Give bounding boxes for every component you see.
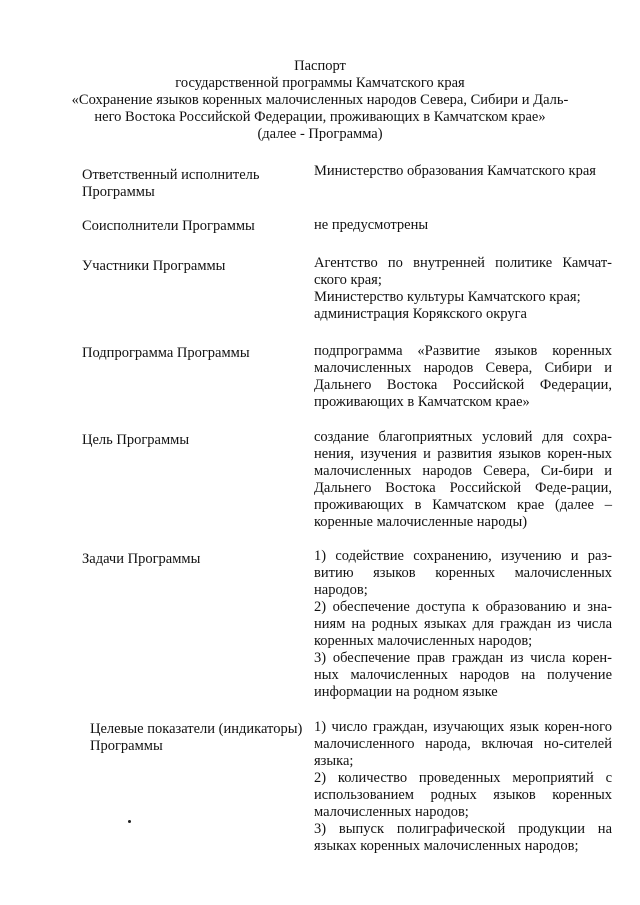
value-text: 3) выпуск полиграфической продукции на языках коренных малочисленных народов; — [314, 821, 612, 854]
value-tasks — [314, 548, 612, 701]
value-text: создание благоприятных условий для сохра-нения, изучения и развития языков корен-ных малочисленных народов Севера, Си-бири и Дальнего Востока Российской Феде-рации, проживающих в Камчатском крае (далее – коренные малочисленные народы) — [314, 429, 612, 530]
value-co-executors — [314, 217, 612, 234]
label-tasks: Задачи Программы — [82, 551, 201, 567]
label-goal: Цель Программы — [82, 432, 190, 448]
header-title: Паспорт — [294, 58, 346, 74]
value-text: Агентство по внутренней политике Камчат-ского края; — [314, 255, 612, 288]
label-responsible-executor: Ответственный исполнитель Программы — [82, 167, 260, 200]
label-subprogram: Подпрограмма Программы — [82, 345, 250, 361]
program-name-line-2: него Востока Российской Федерации, проживающих в Камчатском крае» — [94, 109, 546, 125]
value-text: не предусмотрены — [314, 217, 429, 233]
value-goal — [314, 429, 612, 531]
value-subprogram — [314, 343, 612, 411]
header-subtitle: государственной программы Камчатского края — [175, 75, 465, 91]
value-text: администрация Корякского округа — [314, 306, 527, 322]
value-text: 2) обеспечение доступа к образованию и зна-ниям на родных языках для граждан из числа коренных малочисленных народов; — [314, 599, 612, 649]
value-text: Министерство культуры Камчатского края; — [314, 289, 581, 305]
value-text: подпрограмма «Развитие языков коренных малочисленных народов Севера, Сибири и Дальнего Востока Российской Федерации, проживающих в Камчатском крае» — [314, 343, 612, 410]
program-abbreviation: (далее - Программа) — [257, 126, 383, 142]
value-participants — [314, 255, 612, 323]
value-text: 3) обеспечение прав граждан из числа корен-ных малочисленных народов на получение информации на родном языке — [314, 650, 612, 700]
value-text: 1) число граждан, изучающих язык корен-ного малочисленного народа, включая но-сителей языка; — [314, 719, 612, 769]
label-target-indicators: Целевые показатели (индикаторы) Программы — [90, 721, 303, 754]
label-participants: Участники Программы — [82, 258, 226, 274]
value-target-indicators — [314, 719, 612, 855]
scan-speck — [128, 820, 131, 823]
passport-header — [60, 58, 580, 143]
label-co-executors: Соисполнители Программы — [82, 218, 255, 234]
program-name-line-1: «Сохранение языков коренных малочисленных народов Севера, Сибири и Даль- — [71, 92, 569, 108]
value-text: 1) содействие сохранению, изучению и раз-витию языков коренных малочисленных народов; — [314, 548, 612, 598]
value-text: 2) количество проведенных мероприятий с использованием родных языков коренных малочисленных народов; — [314, 770, 612, 820]
value-text: Министерство образования Камчатского края — [314, 163, 596, 179]
value-responsible-executor — [314, 163, 612, 180]
